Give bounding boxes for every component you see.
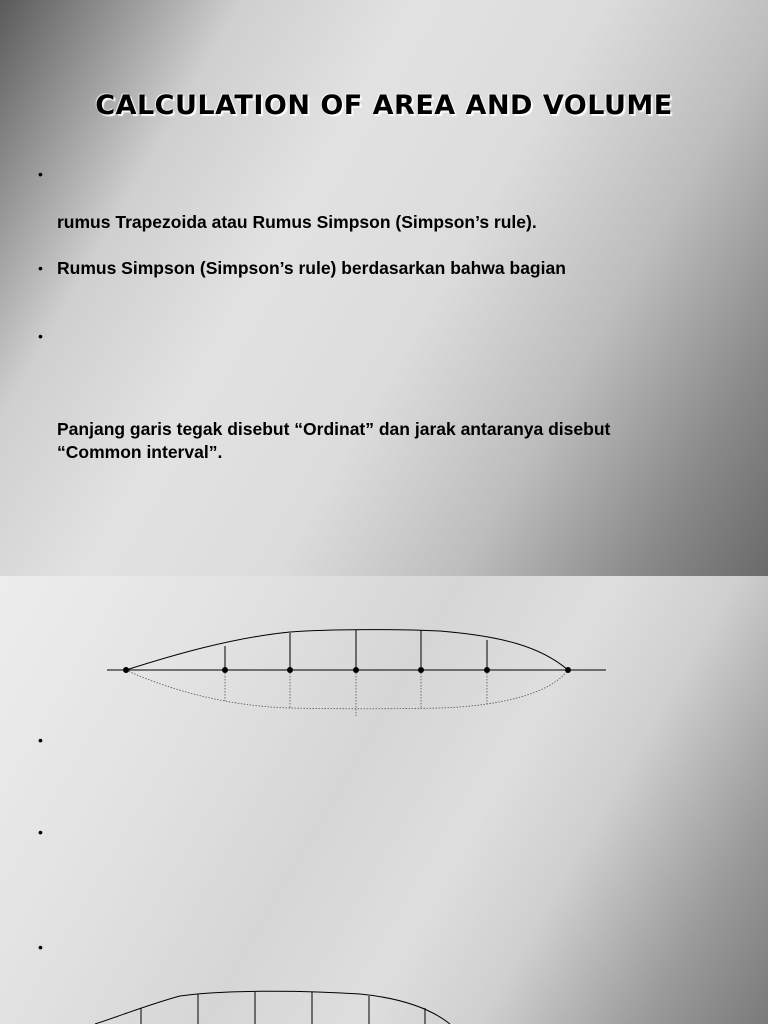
bullet-2: • (38, 260, 43, 276)
diagram2-upper-curve (95, 991, 450, 1024)
ordinates-diagram (0, 576, 768, 1024)
bullet-6: • (38, 939, 43, 955)
paragraph-ordinat-line2: “Common interval”. (57, 442, 223, 462)
station-dot (418, 667, 424, 673)
diagram-lower-curve (126, 670, 568, 709)
diagram-upper-curve (126, 630, 568, 670)
bullet-3: • (38, 328, 43, 344)
paragraph-ordinat-line1: Panjang garis tegak disebut “Ordinat” dan jarak antaranya disebut (57, 419, 611, 439)
bullet-1: • (38, 166, 43, 182)
bullet-5: • (38, 824, 43, 840)
slide-title: CALCULATION OF AREA AND VOLUME (95, 90, 673, 121)
paragraph-simpson-rule: Rumus Simpson (Simpson’s rule) berdasarkan bahwa bagian (57, 258, 566, 278)
slide-2 (0, 576, 768, 1024)
bullet-4: • (38, 732, 43, 748)
station-dot (287, 667, 293, 673)
station-dot (484, 667, 490, 673)
station-dot (123, 667, 129, 673)
station-dot (353, 667, 359, 673)
paragraph-trapezoid-simpson: rumus Trapezoida atau Rumus Simpson (Simpson’s rule). (57, 212, 537, 232)
station-dot (222, 667, 228, 673)
station-dot (565, 667, 571, 673)
